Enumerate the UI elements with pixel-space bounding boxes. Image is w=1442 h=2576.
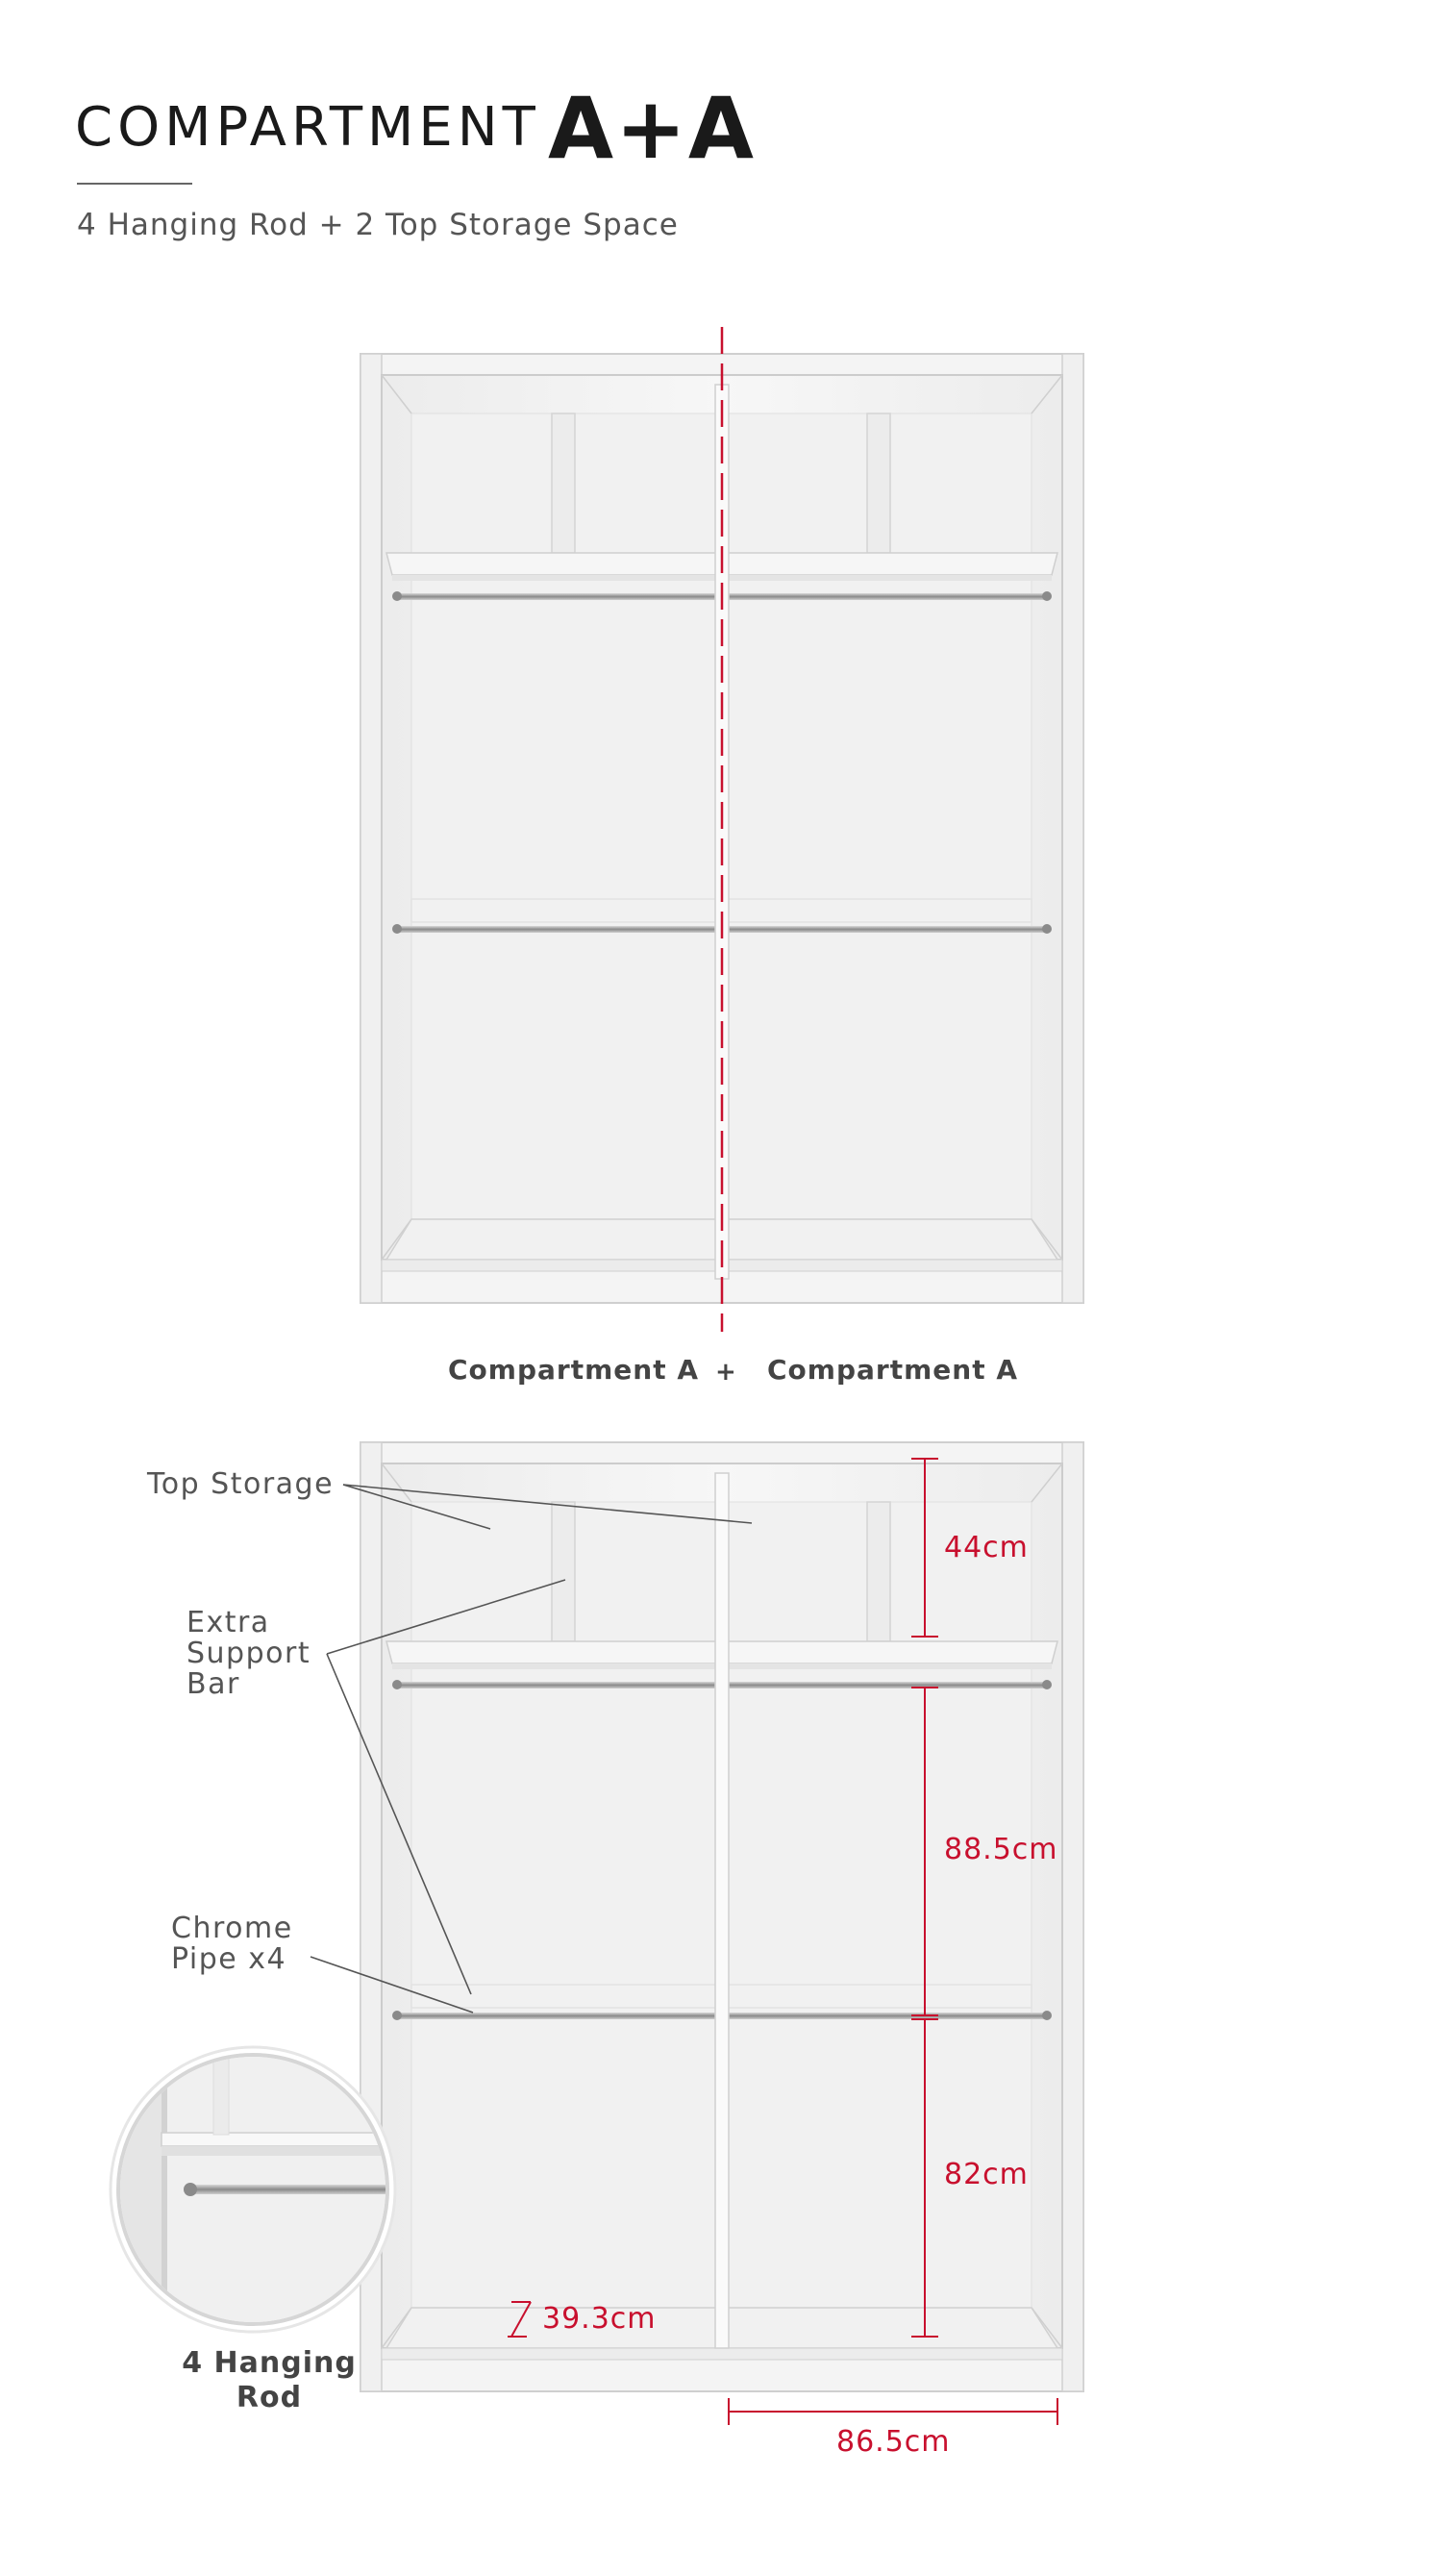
dim-depth: 39.3cm [542, 2302, 657, 2336]
label-extra-support-bar: Extra Support Bar [186, 1606, 311, 1701]
inset-caption: 4 Hanging Rod [182, 2346, 357, 2414]
page-subtitle: 4 Hanging Rod + 2 Top Storage Space [77, 208, 679, 242]
bottom-wardrobe-frame [360, 1442, 1083, 2391]
rod-detail-inset [111, 2047, 402, 2337]
caption-left-compartment: Compartment A [448, 1354, 699, 1386]
dim-middle-height: 88.5cm [944, 1833, 1058, 1866]
label-chrome-pipe: Chrome Pipe x4 [171, 1912, 293, 1976]
dim-top-height: 44cm [944, 1531, 1029, 1564]
caption-plus: + [715, 1358, 737, 1387]
page-title-code: A+A [548, 79, 756, 178]
dim-width: 86.5cm [836, 2425, 951, 2459]
page-title-prefix: COMPARTMENT [75, 96, 540, 159]
caption-right-compartment: Compartment A [767, 1354, 1018, 1386]
dim-lower-height: 82cm [944, 2158, 1029, 2191]
label-top-storage: Top Storage [147, 1467, 335, 1501]
